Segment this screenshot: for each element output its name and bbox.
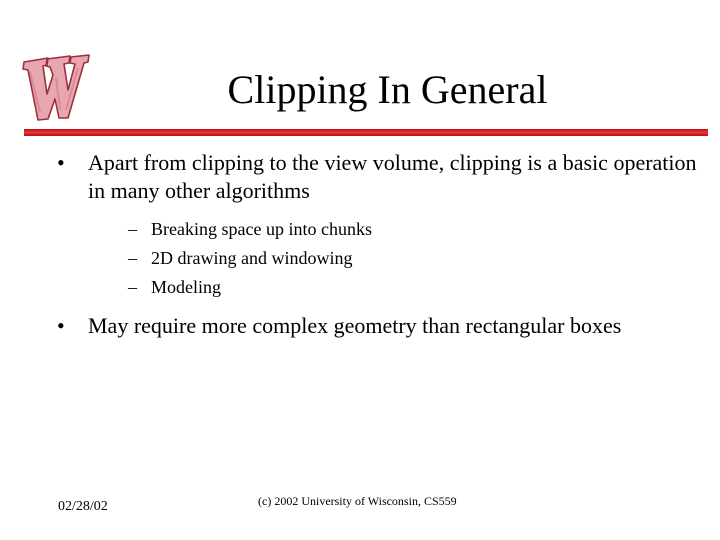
bullet-text: Apart from clipping to the view volume, clipping is a basic operation in many other algorithms	[88, 150, 697, 203]
sub-bullet-item	[88, 244, 697, 273]
bullet-item	[57, 312, 697, 340]
footer-date: 02/28/02	[58, 499, 108, 514]
bullet-marker: •	[57, 313, 65, 338]
dash-marker: –	[128, 248, 137, 268]
sub-bullet-text: Modeling	[151, 277, 221, 297]
title-divider	[24, 129, 708, 136]
dash-marker: –	[128, 219, 137, 239]
sub-bullet-item	[88, 273, 697, 302]
sub-bullet-item	[88, 215, 697, 244]
bullet-marker: •	[57, 150, 65, 175]
bullet-list	[57, 149, 697, 340]
bullet-text: May require more complex geometry than rectangular boxes	[88, 313, 622, 338]
sub-bullet-text: 2D drawing and windowing	[151, 248, 353, 268]
dash-marker: –	[128, 277, 137, 297]
sub-bullet-text: Breaking space up into chunks	[151, 219, 372, 239]
sub-bullet-list	[88, 215, 697, 302]
footer-copyright: (c) 2002 University of Wisconsin, CS559	[258, 494, 457, 508]
slide-title: Clipping In General	[227, 67, 548, 112]
wisconsin-w-logo-icon	[18, 54, 94, 124]
bullet-item	[57, 149, 697, 302]
